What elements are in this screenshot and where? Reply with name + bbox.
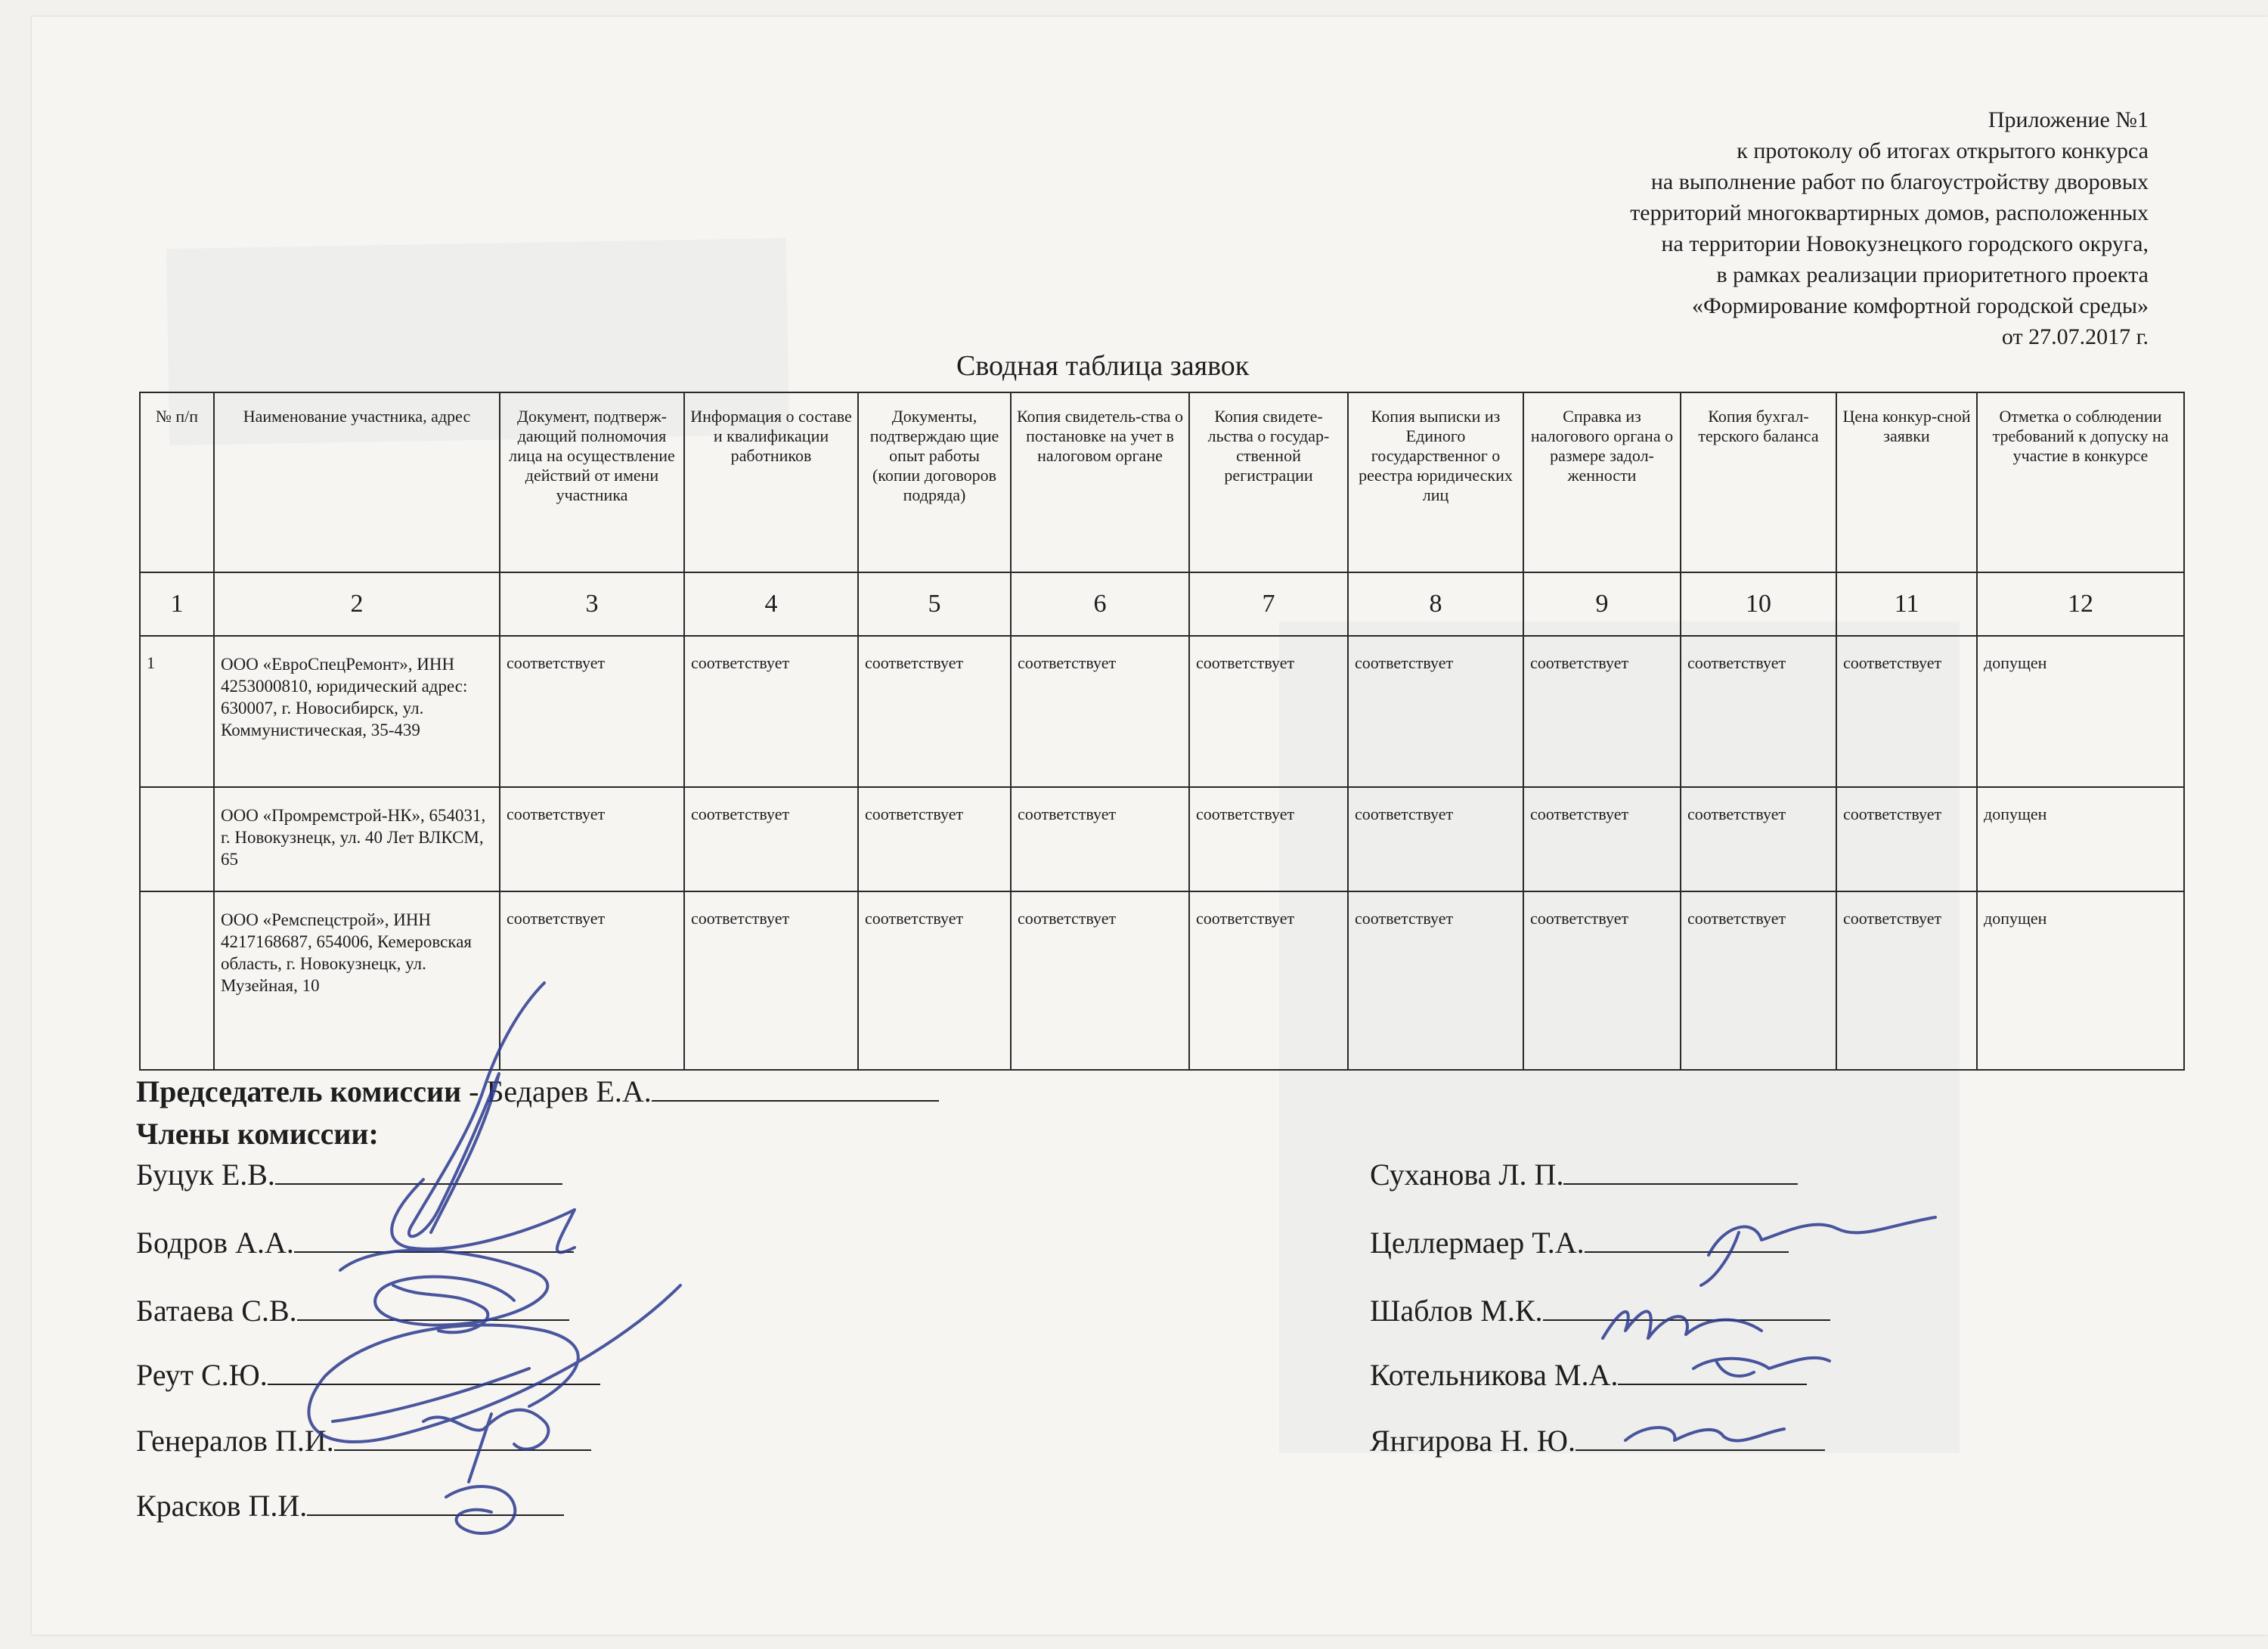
- table-cell: соответствует: [500, 787, 684, 891]
- approval-line: Приложение №1: [1988, 107, 2149, 132]
- table-cell: соответствует: [1189, 891, 1348, 1070]
- table-cell: соответствует: [1011, 787, 1189, 891]
- participant-name: ООО «ЕвроСпецРемонт», ИНН 4253000810, юридический адрес: 630007, г. Новосибирск, ул. Коммунистическая, 35-439: [214, 636, 500, 787]
- table-cell: соответствует: [1348, 787, 1523, 891]
- table-cell: соответствует: [1681, 787, 1836, 891]
- member-signature-row: [1370, 1225, 1789, 1260]
- table-cell: соответствует: [1189, 636, 1348, 787]
- table-cell: соответствует: [1523, 787, 1681, 891]
- column-header: № п/п: [140, 392, 214, 572]
- member-signature-row: [136, 1488, 564, 1523]
- member-signature-row: [1370, 1423, 1825, 1458]
- member-name: Батаева С.В.: [136, 1294, 297, 1328]
- row-number: [140, 787, 214, 891]
- member-name: Бодров А.А.: [136, 1226, 294, 1260]
- column-number-row: [140, 572, 2184, 636]
- member-name: Красков П.И.: [136, 1489, 308, 1523]
- column-number: 4: [684, 572, 858, 636]
- column-number: 8: [1348, 572, 1523, 636]
- member-signature-row: [136, 1225, 574, 1260]
- member-signature-row: [1370, 1293, 1830, 1328]
- members-heading: Члены комиссии:: [136, 1117, 379, 1151]
- table-cell: соответствует: [1523, 636, 1681, 787]
- table-title: Сводная таблица заявок: [956, 350, 1250, 382]
- member-signature-row: [136, 1423, 591, 1458]
- table-cell: соответствует: [500, 636, 684, 787]
- column-number: 10: [1681, 572, 1836, 636]
- table-cell: соответствует: [1836, 787, 1977, 891]
- column-header: Отметка о соблюдении требований к допуску на участие в конкурсе: [1977, 392, 2184, 572]
- table-row: [140, 636, 2184, 787]
- table-cell: соответствует: [500, 891, 684, 1070]
- member-signature-row: [136, 1357, 600, 1393]
- approval-header: [1393, 104, 2149, 352]
- column-header: Справка из налогового органа о размере задол-женности: [1523, 392, 1681, 572]
- admission-status: допущен: [1977, 787, 2184, 891]
- member-signature-row: [1370, 1157, 1798, 1192]
- table-cell: соответствует: [1348, 891, 1523, 1070]
- member-name: Генералов П.И.: [136, 1424, 334, 1458]
- signature-line: [652, 1074, 939, 1102]
- row-number: 1: [140, 636, 214, 787]
- commission-chair: [136, 1074, 939, 1109]
- chair-name: - Бедарев Е.А.: [461, 1074, 652, 1108]
- signature-line: [1543, 1294, 1830, 1321]
- table-cell: соответствует: [1348, 636, 1523, 787]
- approval-line: «Формирование комфортной городской среды»: [1691, 293, 2149, 318]
- member-signature-row: [136, 1157, 562, 1192]
- column-number: 2: [214, 572, 500, 636]
- signature-line: [297, 1294, 569, 1321]
- member-name: Котельникова М.А.: [1370, 1358, 1619, 1392]
- column-header: Цена конкур-сной заявки: [1836, 392, 1977, 572]
- column-number: 9: [1523, 572, 1681, 636]
- signature-line: [268, 1358, 600, 1385]
- table-cell: соответствует: [1681, 636, 1836, 787]
- table-cell: соответствует: [684, 636, 858, 787]
- table-cell: соответствует: [684, 787, 858, 891]
- table-cell: соответствует: [858, 891, 1011, 1070]
- column-number: 6: [1011, 572, 1189, 636]
- admission-status: допущен: [1977, 636, 2184, 787]
- member-name: Целлермаер Т.А.: [1370, 1226, 1585, 1260]
- member-name: Янгирова Н. Ю.: [1370, 1424, 1576, 1458]
- signature-line: [294, 1226, 574, 1253]
- column-number: 3: [500, 572, 684, 636]
- table-cell: соответствует: [684, 891, 858, 1070]
- column-header: Документ, подтверж-дающий полномочия лица на осуществление действий от имени участника: [500, 392, 684, 572]
- approval-line: в рамках реализации приоритетного проекта: [1716, 262, 2149, 287]
- participant-name: ООО «Ремспецстрой», ИНН 4217168687, 654006, Кемеровская область, г. Новокузнецк, ул. Музейная, 10: [214, 891, 500, 1070]
- table-cell: соответствует: [1189, 787, 1348, 891]
- column-header: Информация о составе и квалификации работников: [684, 392, 858, 572]
- member-name: Суханова Л. П.: [1370, 1158, 1564, 1192]
- column-header: Документы, подтверждаю щие опыт работы (копии договоров подряда): [858, 392, 1011, 572]
- column-header: Копия свидете-льства о государ-ственной регистрации: [1189, 392, 1348, 572]
- table-cell: соответствует: [1523, 891, 1681, 1070]
- participant-name: ООО «Промремстрой-НК», 654031, г. Новокузнецк, ул. 40 Лет ВЛКСМ, 65: [214, 787, 500, 891]
- column-number: 11: [1836, 572, 1977, 636]
- column-header: Копия бухгал-терского баланса: [1681, 392, 1836, 572]
- member-name: Буцук Е.В.: [136, 1158, 275, 1192]
- row-number: [140, 891, 214, 1070]
- member-name: Реут С.Ю.: [136, 1358, 268, 1392]
- approval-line: от 27.07.2017 г.: [2001, 324, 2149, 349]
- approval-line: территорий многоквартирных домов, расположенных: [1630, 200, 2149, 225]
- column-header: Наименование участника, адрес: [214, 392, 500, 572]
- column-number: 7: [1189, 572, 1348, 636]
- table-cell: соответствует: [1011, 891, 1189, 1070]
- table-header-row: [140, 392, 2184, 572]
- table-cell: соответствует: [1681, 891, 1836, 1070]
- signature-line: [1576, 1424, 1825, 1451]
- admission-status: допущен: [1977, 891, 2184, 1070]
- member-name: Шаблов М.К.: [1370, 1294, 1543, 1328]
- approval-line: к протоколу об итогах открытого конкурса: [1737, 138, 2149, 163]
- column-header: Копия выписки из Единого государственног о реестра юридических лиц: [1348, 392, 1523, 572]
- applications-table: [139, 392, 2185, 1071]
- table-cell: соответствует: [858, 787, 1011, 891]
- signature-line: [1585, 1226, 1789, 1253]
- approval-line: на выполнение работ по благоустройству дворовых: [1650, 169, 2149, 194]
- table-cell: соответствует: [858, 636, 1011, 787]
- signature-line: [334, 1424, 591, 1451]
- column-header: Копия свидетель-ства о постановке на учет в налоговом органе: [1011, 392, 1189, 572]
- signature-line: [1618, 1358, 1807, 1385]
- table-cell: соответствует: [1836, 891, 1977, 1070]
- table-row: [140, 891, 2184, 1070]
- column-number: 12: [1977, 572, 2184, 636]
- column-number: 5: [858, 572, 1011, 636]
- column-number: 1: [140, 572, 214, 636]
- table-cell: соответствует: [1011, 636, 1189, 787]
- member-signature-row: [1370, 1357, 1807, 1393]
- member-signature-row: [136, 1293, 569, 1328]
- signature-line: [1563, 1158, 1798, 1185]
- table-cell: соответствует: [1836, 636, 1977, 787]
- approval-line: на территории Новокузнецкого городского округа,: [1661, 231, 2149, 256]
- chair-label: Председатель комиссии: [136, 1074, 462, 1108]
- table-row: [140, 787, 2184, 891]
- signature-line: [307, 1489, 564, 1516]
- signature-line: [275, 1158, 562, 1185]
